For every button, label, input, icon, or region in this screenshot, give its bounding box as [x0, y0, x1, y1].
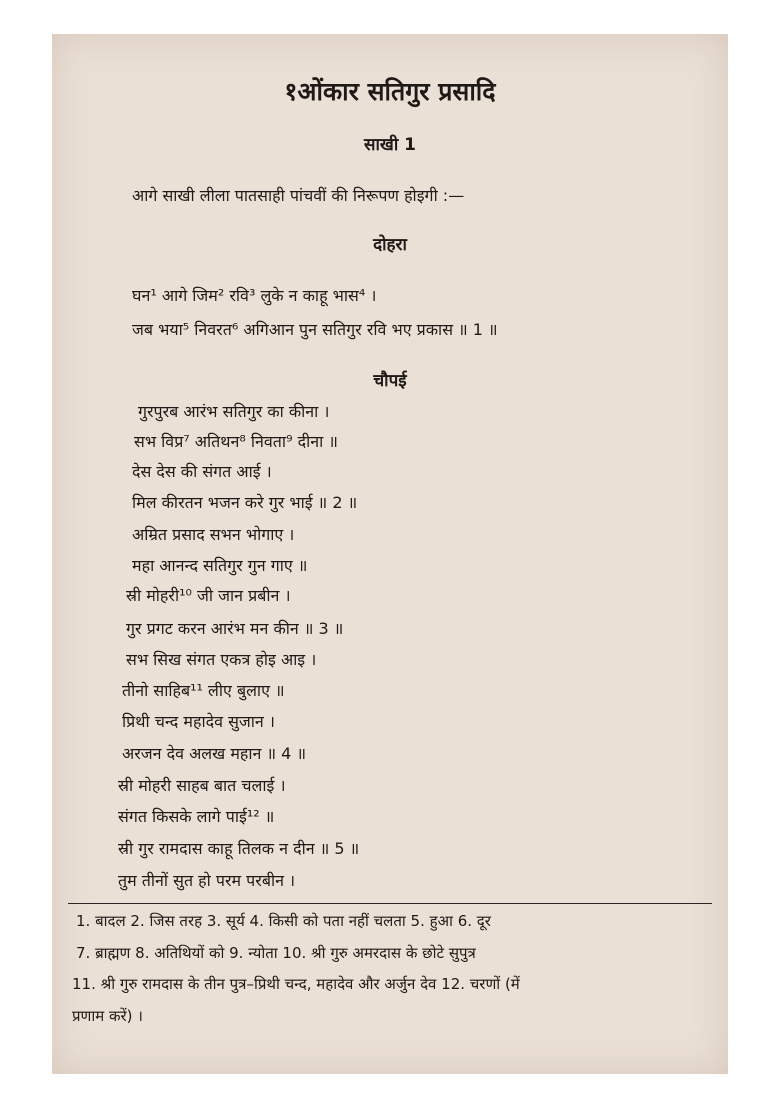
page-title: १ओंकार सतिगुर प्रसादि — [284, 77, 496, 106]
footnote-line: प्रणाम करें) । — [72, 1007, 143, 1025]
book-page — [52, 34, 728, 1074]
chaupai-line: महा आनन्द सतिगुर गुन गाए ॥ — [132, 556, 308, 575]
chaupai-line: अरजन देव अलख महान ॥ 4 ॥ — [122, 744, 307, 763]
chaupai-line: सभ सिख संगत एकत्र होइ आइ । — [126, 650, 317, 669]
chaupai-line: स्री मोहरी साहब बात चलाई । — [118, 776, 286, 795]
chaupai-line: अम्रित प्रसाद सभन भोगाए । — [132, 525, 295, 544]
dohra-heading: दोहरा — [373, 235, 407, 255]
chaupai-line: संगत किसके लागे पाई¹² ॥ — [118, 807, 275, 826]
chaupai-line: स्री मोहरी¹⁰ जी जान प्रबीन । — [126, 586, 291, 605]
footnote-line: 7. ब्राह्मण 8. अतिथियों को 9. न्योता 10. श्री गुरु अमरदास के छोटे सुपुत्र — [76, 944, 476, 962]
chaupai-line: प्रिथी चन्द महादेव सुजान । — [122, 712, 275, 731]
chaupai-line: सभ विप्र⁷ अतिथन⁸ निवता⁹ दीना ॥ — [134, 432, 338, 451]
dohra-line: जब भया⁵ निवरत⁶ अगिआन पुन सतिगुर रवि भए प्रकास ॥ 1 ॥ — [132, 320, 498, 339]
footnote-divider — [68, 903, 712, 904]
chaupai-line: स्री गुर रामदास काहू तिलक न दीन ॥ 5 ॥ — [118, 839, 360, 858]
footnote-line: 11. श्री गुरु रामदास के तीन पुत्र–प्रिथी चन्द, महादेव और अर्जुन देव 12. चरणों (में — [72, 975, 520, 993]
intro-text: आगे साखी लीला पातसाही पांचवीं की निरूपण होइगी :— — [132, 186, 465, 205]
section-heading: साखी 1 — [364, 135, 416, 155]
chaupai-line: गुर प्रगट करन आरंभ मन कीन ॥ 3 ॥ — [126, 619, 344, 638]
dohra-line: घन¹ आगे जिम² रवि³ लुके न काहू भास⁴ । — [132, 286, 377, 305]
chaupai-line: तीनो साहिब¹¹ लीए बुलाए ॥ — [122, 681, 285, 700]
chaupai-heading: चौपई — [373, 371, 407, 391]
chaupai-line: देस देस की संगत आई । — [132, 462, 272, 481]
chaupai-line: तुम तीनों सुत हो परम परबीन । — [118, 871, 296, 890]
chaupai-line: गुरपुरब आरंभ सतिगुर का कीना । — [138, 402, 330, 421]
footnote-line: 1. बादल 2. जिस तरह 3. सूर्य 4. किसी को पता नहीं चलता 5. हुआ 6. दूर — [76, 912, 491, 930]
chaupai-line: मिल कीरतन भजन करे गुर भाई ॥ 2 ॥ — [132, 493, 358, 512]
